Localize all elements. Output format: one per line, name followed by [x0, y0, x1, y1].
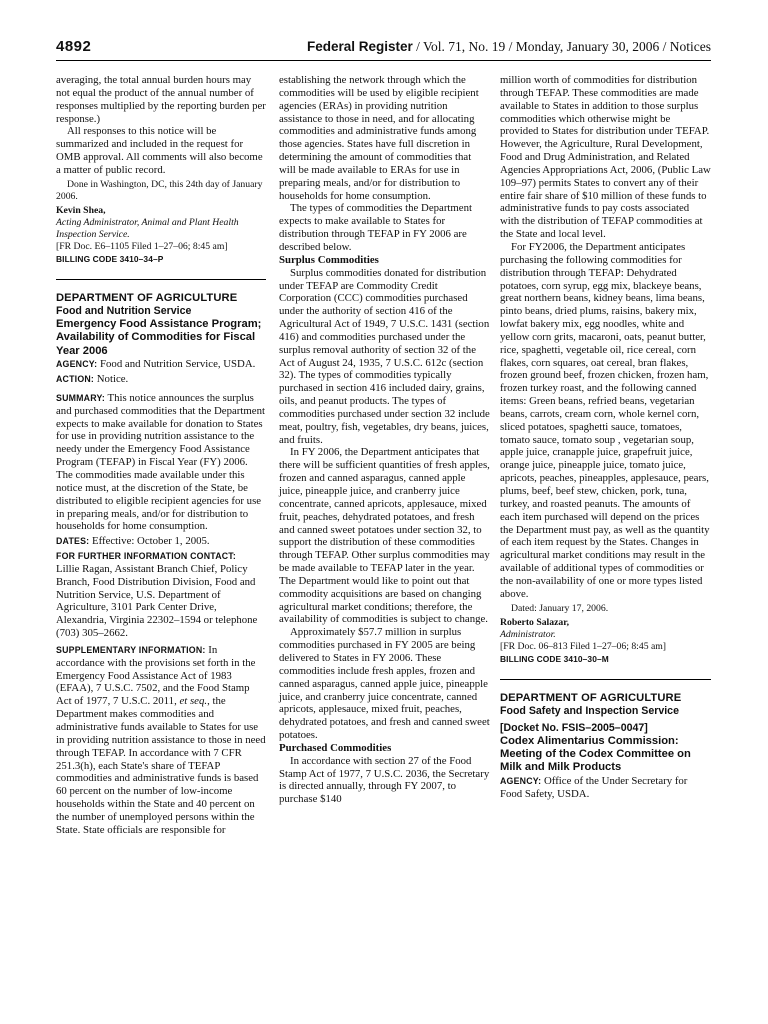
paragraph: Surplus commodities donated for distribution under TEFAP are Commodity Credit Corporation (CCC) commodities purchased under the authority of section 416 of the Agricultural Act of 1949, 7 U.S.C. 1431 (section 416) and commodities purchased under the surplus removal authority of section 32 of the Act of August 24, 1935, 7 U.S.C. 612c (section 32). The types of commodities typically purchased in section 416 included dairy, grains, oils, and peanut products. The types of commodities purchased under section 32 include meat, poultry, fish, vegetables, dry beans, juices, and fruits. [279, 266, 490, 446]
department-heading: DEPARTMENT OF AGRICULTURE [500, 691, 682, 704]
dated-line: Dated: January 17, 2006. [511, 602, 609, 614]
agency-line [56, 358, 266, 371]
section-divider [500, 679, 711, 680]
fr-doc-line: [FR Doc. 06–813 Filed 1–27–06; 8:45 am] [500, 640, 667, 652]
journal-name: Federal Register [306, 39, 413, 54]
notice-title: Codex Alimentarius Commission: Meeting of the Codex Committee on Milk and Milk Products [500, 734, 691, 774]
billing-code: BILLING CODE 3410–34–P [56, 254, 164, 265]
signer-title: Acting Administrator, Animal and Plant Health Inspection Service. [56, 217, 239, 241]
supplementary-text-cont: , the Department makes commodities and administrative funds available to States for use in providing nutrition assistance to those in need through TEFAP. In accordance with 7 CFR 251.3(h), each State's share of TEFAP commodities and administrative funds is based 60 percent on the number of low-income households within the State and 40 percent on the number of unemployed persons within the State. State officials are responsible for [56, 695, 266, 836]
paragraph: establishing the network through which the commodities will be used by eligible recipient agencies (ERAs) in providing nutrition assistance to those in need, and for allocating commodities and administrative funds among those agencies. States have full discretion in determining the amount of commodities that will be made available to ERAs for use in preparing meals, and/or for distribution to households for home consumption. [279, 74, 479, 202]
paragraph: The types of commodities the Department expects to make available to States for distribution through TEFAP in FY 2006 are described below. [279, 202, 472, 253]
header-title [307, 39, 711, 55]
signer-name: Roberto Salazar, [500, 616, 570, 628]
fr-doc-line: [FR Doc. E6–1105 Filed 1–27–06; 8:45 am] [56, 241, 228, 253]
supplementary-information [56, 644, 266, 837]
column-1 [56, 74, 266, 837]
subheading-surplus: Surplus Commodities [279, 253, 379, 266]
notice-title: Emergency Food Assistance Program; Availability of Commodities for Fiscal Year 2006 [56, 318, 262, 357]
agency-line [500, 775, 711, 801]
paragraph: For FY2006, the Department anticipates purchasing the following commodities for distribution through TEFAP: Dehydrated potatoes, corn syrup, egg mix, blackeye beans, great northern beans, kidney beans, lima beans, pinto beans, dried plums, raisins, bakery mix, lowfat bakery mix, egg noodles, white and yellow corn grits, macaroni, oats, peanut butter, rice, spaghetti, vegetable oil, rice cereal, corn flakes, corn squares, oat cereal, bran flakes, frozen ground beef, frozen chicken, frozen ham, frozen turkey roast, and the following canned items: Green beans, refried beans, vegetarian beans, carrots, cream corn, whole kernel corn, sliced potatoes, spaghetti sauce, tomatoes, tomato sauce, tomato soup , vegetarian soup, apple juice, cranapple juice, grapefruit juice, orange juice, pineapple juice, tomato juice, apricots, peaches, pineapples, applesauce, pears, plums, beef, beef stew, chicken, pork, tuna, turkey, and roasted peanuts. The amounts of each item purchased will depend on the prices the Department must pay, as well as the quantity of each item request by the States. Changes in agricultural market conditions may result in the available of additional types of commodities or the non-availability of one or more types listed above. [500, 240, 710, 600]
column-2 [279, 74, 490, 806]
header-rule [56, 60, 711, 61]
et-seq: et seq. [179, 695, 208, 708]
action-label: ACTION: [56, 374, 95, 385]
supplementary-label: SUPPLEMENTARY INFORMATION: [56, 644, 206, 655]
agency-text: Food and Nutrition Service, USDA. [97, 358, 256, 371]
summary-text: This notice announces the surplus and purchased commodities that the Department expects to make available for donation to States for use in providing nutrition assistance to the needy under the Emergency Food Assistance Program (TEFAP) in Fiscal Year (FY) 2006. The commodities made available under this notice must, at the discretion of the State, be distributed to eligible recipient agencies for use in preparing meals, and/or for distribution to households for home consumption. [56, 391, 265, 533]
agency-heading: Food and Nutrition Service [56, 305, 192, 318]
action-text: Notice. [94, 373, 129, 386]
agency-label: AGENCY: [500, 775, 542, 786]
agency-label: AGENCY: [56, 359, 98, 370]
page-number: 4892 [56, 38, 92, 55]
dates-label: DATES: [56, 536, 90, 547]
running-header [56, 38, 711, 58]
signing-date: Done in Washington, DC, this 24th day of January 2006. [56, 178, 263, 202]
dates [56, 535, 266, 548]
billing-code: BILLING CODE 3410–30–M [500, 653, 609, 664]
paragraph: All responses to this notice will be summarized and included in the request for OMB approval. All comments will also become a matter of public record. [56, 125, 263, 176]
paragraph: In FY 2006, the Department anticipates that there will be sufficient quantities of fresh apples, frozen and canned asparagus, canned apple juice, pineapple juice, and cranberry juice concentrate, canned apricots, applesauce, mixed fruit, peaches, dehydrated potatoes, and fresh and canned sweet potatoes under section 32, to support the distribution of these commodities through TEFAP. Other surplus commodities may be made available to TEFAP later in the year. The Department would like to point out that commodity acquisitions are based on changing agricultural market conditions; therefore, the availability of commodities is subject to change. [279, 446, 490, 626]
agency-text: Office of the Under Secretary for Food Safety, USDA. [500, 774, 688, 800]
paragraph: In accordance with section 27 of the Food Stamp Act of 1977, 7 U.S.C. 2036, the Secretary is directed annually, through FY 2007, to purchase $140 [279, 754, 490, 806]
summary [56, 392, 266, 533]
paragraph: Approximately $57.7 million in surplus commodities purchased in FY 2005 are being delivered to States in FY 2006. These commodities include fresh apples, frozen and canned asparagus, canned apple juice, pineapple juice, and cranberry juice concentrate, canned apricots, applesauce, mixed fruit, peaches, dehydrated potatoes, and fresh and canned sweet potatoes. [279, 626, 490, 742]
supplementary-text: In accordance with the provisions set forth in the Emergency Food Assistance Act of 1983 (EFAA), 7 U.S.C. 7502, and the Food Stamp Act of 1977, 7 U.S.C. 2011, [56, 643, 256, 708]
section-divider [56, 279, 266, 280]
contact-label: FOR FURTHER INFORMATION CONTACT: [56, 551, 237, 562]
docket-number: [Docket No. FSIS–2005–0047] [500, 721, 648, 734]
contact-text: Lillie Ragan, Assistant Branch Chief, Policy Branch, Food Distribution Division, Food and Nutrition Service, U.S. Department of Agriculture, 3101 Park Center Drive, Alexandria, Virginia 22302–1594 or telephone (703) 305–2662. [56, 562, 258, 640]
agency-heading: Food Safety and Inspection Service [500, 704, 679, 717]
department-heading: DEPARTMENT OF AGRICULTURE [56, 292, 238, 305]
paragraph: averaging, the total annual burden hours may not equal the product of the annual number of responses multiplied by the reporting burden per response.) [56, 74, 266, 125]
action-line [56, 373, 266, 386]
summary-label: SUMMARY: [56, 392, 105, 403]
subheading-purchased: Purchased Commodities [279, 741, 392, 754]
dates-text: Effective: October 1, 2005. [89, 535, 210, 548]
header-citation: / Vol. 71, No. 19 / Monday, January 30, 2006 / Notices [412, 39, 711, 54]
paragraph: million worth of commodities for distribution through TEFAP. These commodities are made available to States in addition to those surplus commodities which otherwise might be provided to States for distribution under TEFAP. However, the Agriculture, Rural Development, Food and Drug Administration, and Related Agencies Appropriations Act, 2006, (Public Law 109–97) permits States to convert any of their entire fair share of $10 million of these funds to administrative funds to pay costs associated with the distribution of TEFAP commodities at the State and local level. [500, 74, 711, 241]
column-3 [500, 74, 711, 800]
signer-name: Kevin Shea, [56, 204, 106, 216]
signer-title: Administrator. [500, 628, 556, 640]
